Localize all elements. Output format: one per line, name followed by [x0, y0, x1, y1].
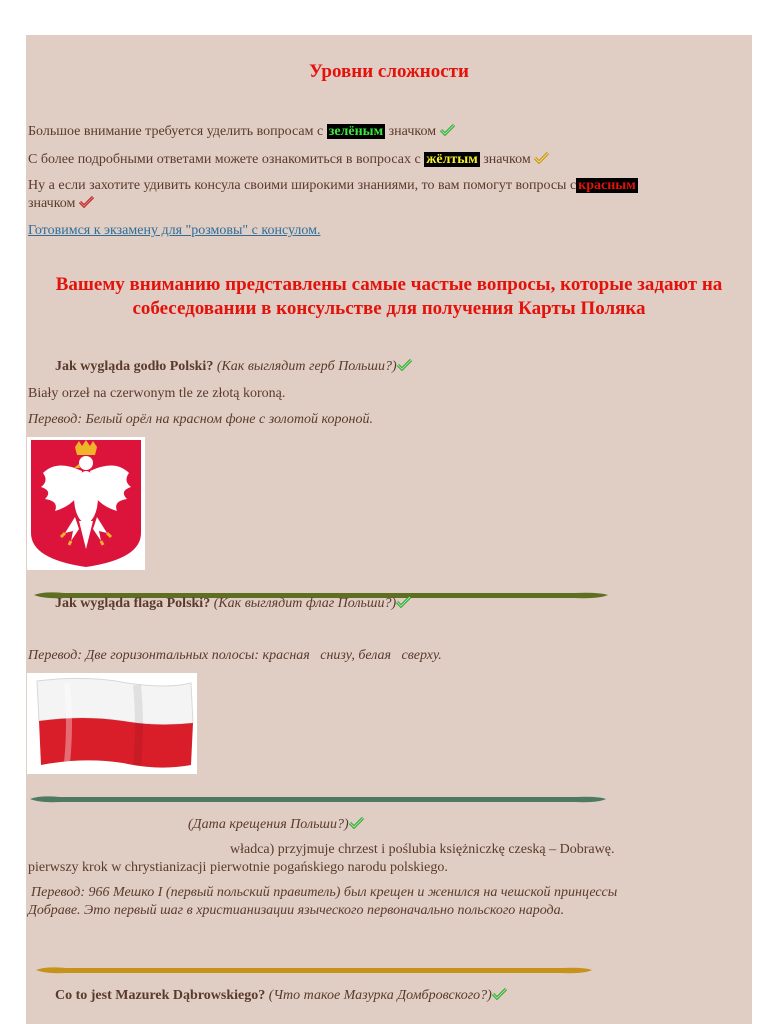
yellow-check-icon: [534, 152, 549, 164]
q3-translation-line2: Добраве. Это первый шаг в христианизации языческого первоначально польского народа.: [28, 903, 565, 918]
page-content: [26, 35, 752, 1024]
q3-answer-line1: władca) przyjmuje chrzest i poślubia księżniczkę czeską – Dobrawę.: [230, 842, 615, 857]
red-level-text: Ну а если захотите удивить консула своими широкими знаниями, то вам помогут вопросы с: [28, 178, 577, 193]
polish-eagle-emblem: [27, 437, 145, 570]
green-check-icon: [397, 359, 412, 371]
section-divider: [30, 791, 606, 800]
green-check-icon: [396, 596, 411, 608]
green-highlight: зелёным: [328, 124, 384, 139]
green-level-text: Большое внимание требуется уделить вопросам с: [28, 124, 327, 139]
yellow-level-text: С более подробными ответами можете ознакомиться в вопросах с: [28, 152, 425, 167]
q2-translation: Перевод: Две горизонтальных полосы: красная снизу, белая сверху.: [28, 648, 442, 663]
q1-answer: Biały orzeł na czerwonym tle ze złotą koroną.: [28, 386, 286, 401]
q1-question: Jak wygląda godło Polski?: [55, 359, 214, 374]
yellow-highlight: жёлтым: [426, 152, 478, 167]
q4-question: Co to jest Mazurek Dąbrowskiego?: [55, 988, 266, 1003]
q3-answer-line2: pierwszy krok w chrystianizacji pierwotnie pogańskiego narodu polskiego.: [28, 860, 448, 875]
red-level-line: [28, 177, 648, 213]
green-level-suffix: значком: [385, 124, 437, 139]
green-check-icon: [440, 124, 455, 136]
q2-question: Jak wygląda flaga Polski?: [55, 596, 211, 611]
q2-question-line: [55, 596, 411, 612]
q1-translation: Перевод: Белый орёл на красном фоне с золотой короной.: [28, 412, 373, 427]
q4-question-line: [55, 988, 507, 1004]
q3-question-translation: (Дата крещения Польши?): [188, 817, 349, 832]
section-divider: [36, 962, 592, 971]
red-highlight: красным: [578, 178, 636, 193]
q3-translation-line1: Перевод: 966 Мешко I (первый польский правитель) был крещен и женился на чешской принцессы: [31, 885, 618, 900]
green-check-icon: [492, 988, 507, 1000]
green-level-line: [28, 123, 455, 141]
main-headline: Вашему вниманию представлены самые частые вопросы, которые задают на собеседовании в консульстве для получения Карты Поляка: [55, 274, 723, 319]
q1-question-translation: (Как выглядит герб Польши?): [216, 359, 397, 374]
yellow-level-suffix: значком: [479, 152, 531, 167]
yellow-level-line: [28, 151, 549, 169]
exam-prep-link[interactable]: Готовимся к экзамену для "розмовы" с консулом.: [28, 223, 321, 238]
q2-question-translation: (Как выглядит флаг Польши?): [213, 596, 397, 611]
red-level-suffix: значком: [28, 196, 76, 211]
section-divider: [34, 587, 608, 596]
q1-question-line: [55, 359, 412, 375]
levels-title: Уровни сложности: [309, 61, 469, 82]
q3-question-line: [188, 817, 364, 833]
q4-question-translation: (Что такое Мазурка Домбровского?): [268, 988, 492, 1003]
green-check-icon: [349, 817, 364, 829]
red-check-icon: [79, 196, 94, 208]
polish-flag-image: [27, 673, 197, 774]
